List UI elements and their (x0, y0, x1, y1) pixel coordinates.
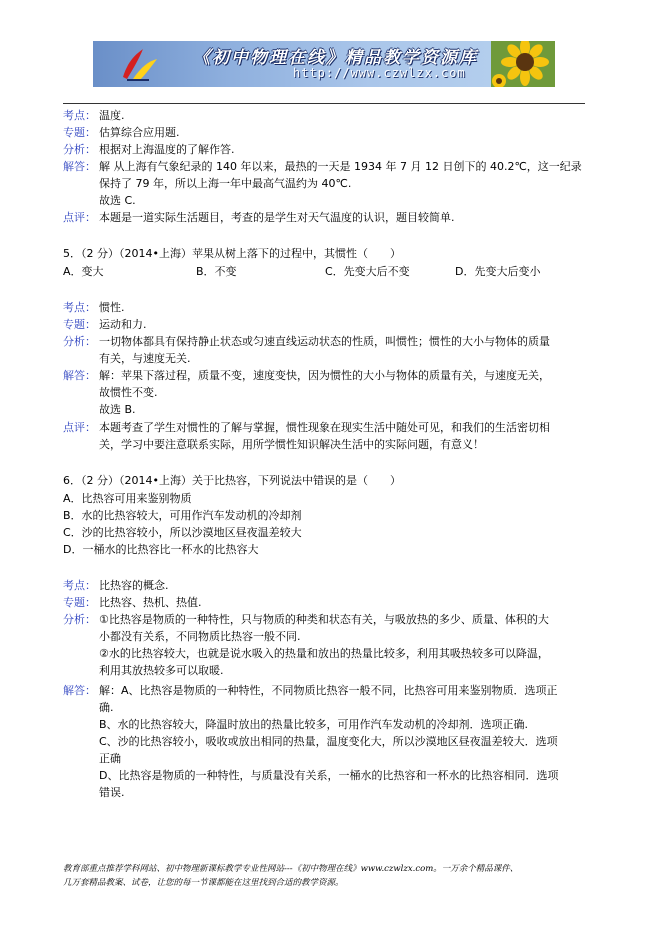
header-banner (93, 41, 555, 87)
q5-option-a: A．变大 (63, 265, 104, 278)
q6-fenxi-line: ②水的比热容较大，也就是说水吸入的热量和放出的热量比较多，利用其吸热较多可以降温， (99, 647, 549, 660)
q6-jieda-line: 确. (99, 701, 114, 714)
q6-option-d: D．一桶水的比热容比一杯水的比热容大 (63, 543, 259, 556)
label-kaodian: 考点： (63, 109, 96, 122)
q4-jieda-line: 保持了 79 年，所以上海一年中最高气温约为 40℃. (99, 177, 352, 190)
q6-stem: 6．（2 分）（2014•上海）关于比热容，下列说法中错误的是（ ） (63, 474, 401, 487)
q4-fenxi: 分析： 根据对上海温度的了解作答. (63, 143, 235, 156)
q6-fenxi-line: 利用其放热较多可以取暖. (99, 664, 224, 677)
q5-zhuanti: 专题： 运动和力. (63, 318, 147, 331)
page-footer (63, 862, 603, 890)
q5-kaodian: 考点： 惯性. (63, 301, 125, 314)
q6-kaodian: 考点： 比热容的概念. (63, 579, 169, 592)
q6-fenxi: 分析： ①比热容是物质的一种特性，只与物质的种类和状态有关，与吸放热的多少、质量、体积的大 (63, 613, 549, 626)
q6-jieda-line: D、比热容是物质的一种特性，与质量没有关系，一桶水的比热容和一杯水的比热容相同．选项 (99, 769, 559, 782)
q5-jieda-line: 故选 B. (99, 403, 136, 416)
q6-jieda-line: 正确 (99, 752, 121, 765)
footer-line-2: 几万套精品教案、试卷，让您的每一节课都能在这里找到合适的教学资源。 (63, 878, 344, 888)
q5-jieda-line: 故惯性不变. (99, 386, 158, 399)
q6-option-c: C．沙的比热容较小，所以沙漠地区昼夜温差较大 (63, 526, 302, 539)
q5-dianping: 点评： 本题考查了学生对惯性的了解与掌握，惯性现象在现实生活中随处可见，和我们的生活密切相 (63, 421, 550, 434)
q5-dianping-line: 关，学习中要注意联系实际，用所学惯性知识解决生活中的实际问题，有意义！ (99, 438, 484, 451)
q6-zhuanti: 专题： 比热容、热机、热值. (63, 596, 202, 609)
q6-option-b: B．水的比热容较大，可用作汽车发动机的冷却剂 (63, 509, 302, 522)
q5-fenxi-line: 有关，与速度无关. (99, 352, 191, 365)
q6-jieda-line: C、沙的比热容较小，吸收或放出相同的热量，温度变化大，所以沙漠地区昼夜温差较大．选项 (99, 735, 558, 748)
site-logo-icon (119, 47, 159, 83)
header-divider (63, 103, 585, 104)
sunflower-icon (491, 41, 555, 87)
footer-line-1: 教育部重点推荐学科网站、初中物理新课标教学专业性网站---《初中物理在线》www.czwlzx.com。一万余个精品课件、 (63, 864, 519, 874)
q4-kaodian: 考点： 温度. (63, 109, 125, 122)
q4-jieda: 解答： 解 从上海有气象纪录的 140 年以来，最热的一天是 1934 年 7 月 12 日创下的 40.2℃，这一纪录 (63, 160, 582, 173)
q6-jieda: 解答： 解：A、比热容是物质的一种特性，不同物质比热容一般不同，比热容可用来鉴别物质．选项正 (63, 684, 558, 697)
q6-fenxi-line: 小都没有关系，不同物质比热容一般不同. (99, 630, 301, 643)
header-url[interactable]: http://www.czwlzx.com (293, 66, 466, 80)
q4-dianping: 点评： 本题是一道实际生活题目，考查的是学生对天气温度的认识，题目较简单. (63, 211, 455, 224)
q5-stem: 5．（2 分）（2014•上海）苹果从树上落下的过程中，其惯性（ ） (63, 247, 401, 260)
q6-option-a: A．比热容可用来鉴别物质 (63, 492, 192, 505)
q5-option-b: B．不变 (196, 265, 237, 278)
header-title: 《初中物理在线》精品教学资源库 (193, 48, 478, 68)
q4-jieda-line: 故选 C. (99, 194, 136, 207)
q6-jieda-line: B、水的比热容较大，降温时放出的热量比较多，可用作汽车发动机的冷却剂．选项正确. (99, 718, 529, 731)
q5-fenxi: 分析： 一切物体都具有保持静止状态或匀速直线运动状态的性质，叫惯性；惯性的大小与物体的质量 (63, 335, 550, 348)
q4-zhuanti: 专题： 估算综合应用题. (63, 126, 180, 139)
q5-option-c: C．先变大后不变 (325, 265, 410, 278)
q5-jieda: 解答： 解：苹果下落过程，质量不变，速度变快，因为惯性的大小与物体的质量有关，与速度无关， (63, 369, 550, 382)
q5-option-d: D．先变大后变小 (455, 265, 541, 278)
q6-jieda-line: 错误. (99, 786, 125, 799)
